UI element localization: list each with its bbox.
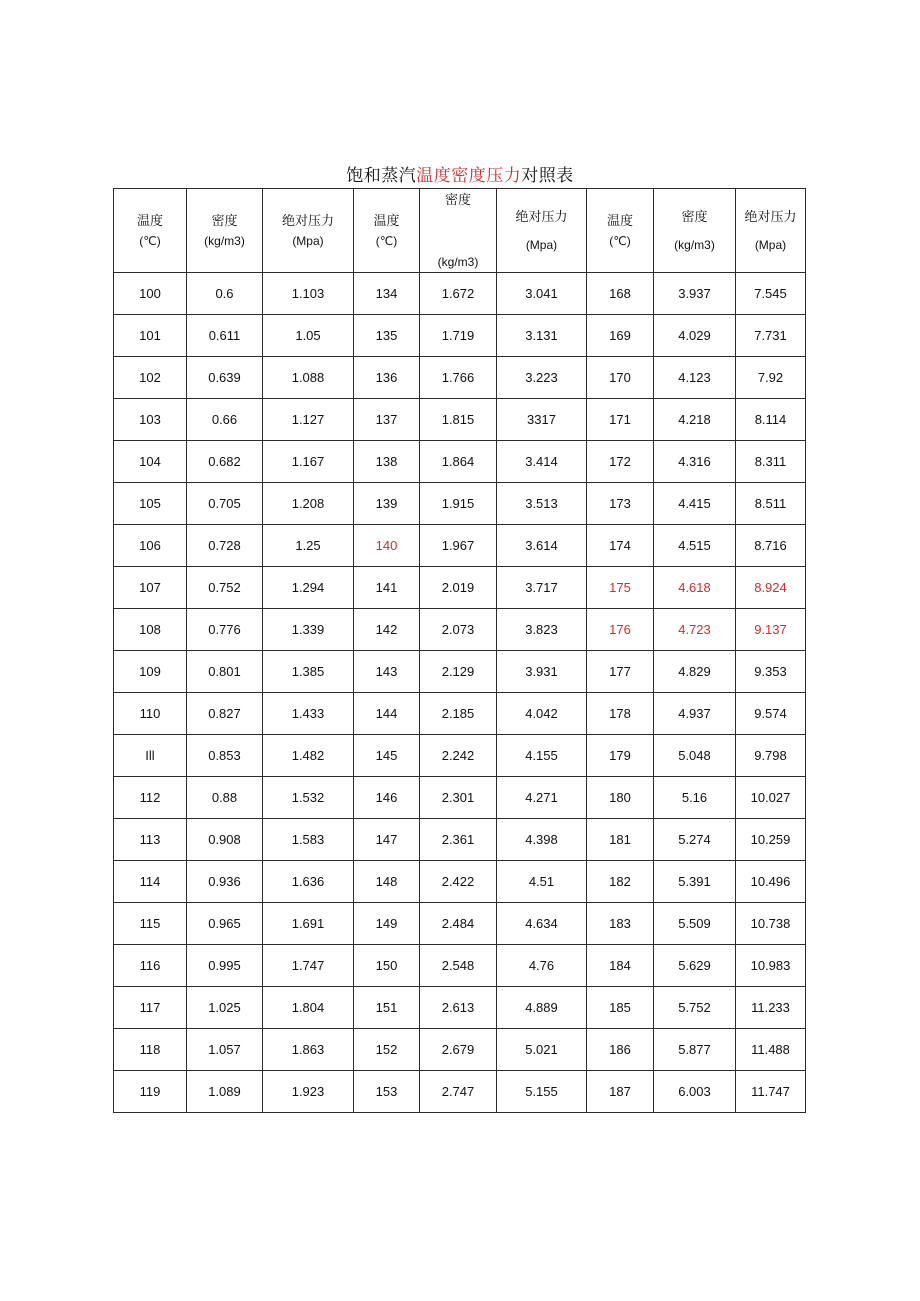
cell-pressure-3: 10.738 xyxy=(736,903,806,945)
cell-pressure-3: 11.233 xyxy=(736,987,806,1029)
cell-pressure-2: 3.131 xyxy=(497,315,587,357)
cell-pressure-3: 10.496 xyxy=(736,861,806,903)
cell-temp-1: 116 xyxy=(114,945,187,987)
table-row xyxy=(114,567,806,609)
cell-density-1: 0.776 xyxy=(187,609,263,651)
cell-pressure-1: 1.863 xyxy=(263,1029,354,1071)
cell-density-2: 1.915 xyxy=(420,483,497,525)
cell-pressure-1: 1.923 xyxy=(263,1071,354,1113)
cell-density-1: 0.853 xyxy=(187,735,263,777)
cell-density-3: 5.877 xyxy=(654,1029,736,1071)
cell-density-2: 2.679 xyxy=(420,1029,497,1071)
page-title xyxy=(0,164,920,188)
cell-density-1: 1.089 xyxy=(187,1071,263,1113)
header-density-3: 密度 (kg/m3) xyxy=(654,189,736,273)
cell-pressure-2: 3317 xyxy=(497,399,587,441)
cell-temp-1: 113 xyxy=(114,819,187,861)
cell-temp-2: 138 xyxy=(354,441,420,483)
cell-density-3: 5.391 xyxy=(654,861,736,903)
cell-temp-3: 168 xyxy=(587,273,654,315)
cell-temp-2: 140 xyxy=(354,525,420,567)
cell-temp-2: 146 xyxy=(354,777,420,819)
table-row xyxy=(114,483,806,525)
cell-pressure-3: 11.488 xyxy=(736,1029,806,1071)
cell-temp-2: 137 xyxy=(354,399,420,441)
cell-density-2: 2.019 xyxy=(420,567,497,609)
cell-density-1: 1.057 xyxy=(187,1029,263,1071)
cell-temp-3: 170 xyxy=(587,357,654,399)
cell-temp-3: 179 xyxy=(587,735,654,777)
cell-temp-3: 178 xyxy=(587,693,654,735)
cell-density-1: 0.995 xyxy=(187,945,263,987)
cell-density-1: 1.025 xyxy=(187,987,263,1029)
table-row xyxy=(114,273,806,315)
table-row xyxy=(114,441,806,483)
cell-pressure-2: 4.155 xyxy=(497,735,587,777)
cell-temp-3: 174 xyxy=(587,525,654,567)
cell-pressure-1: 1.127 xyxy=(263,399,354,441)
cell-temp-1: 108 xyxy=(114,609,187,651)
cell-density-2: 2.613 xyxy=(420,987,497,1029)
title-part-1: 饱和蒸汽 xyxy=(346,166,417,186)
cell-pressure-3: 7.92 xyxy=(736,357,806,399)
cell-pressure-1: 1.636 xyxy=(263,861,354,903)
cell-temp-3: 181 xyxy=(587,819,654,861)
cell-temp-1: Ill xyxy=(114,735,187,777)
cell-temp-2: 149 xyxy=(354,903,420,945)
cell-density-1: 0.827 xyxy=(187,693,263,735)
cell-pressure-2: 5.155 xyxy=(497,1071,587,1113)
cell-density-1: 0.88 xyxy=(187,777,263,819)
cell-density-1: 0.936 xyxy=(187,861,263,903)
cell-density-1: 0.682 xyxy=(187,441,263,483)
table-row xyxy=(114,651,806,693)
cell-pressure-3: 8.511 xyxy=(736,483,806,525)
cell-density-3: 5.509 xyxy=(654,903,736,945)
table-row xyxy=(114,903,806,945)
cell-pressure-1: 1.05 xyxy=(263,315,354,357)
cell-density-3: 5.048 xyxy=(654,735,736,777)
cell-density-3: 5.16 xyxy=(654,777,736,819)
cell-temp-1: 114 xyxy=(114,861,187,903)
cell-pressure-3: 9.353 xyxy=(736,651,806,693)
cell-temp-1: 104 xyxy=(114,441,187,483)
cell-pressure-2: 4.042 xyxy=(497,693,587,735)
cell-pressure-2: 4.76 xyxy=(497,945,587,987)
cell-pressure-3: 8.924 xyxy=(736,567,806,609)
cell-pressure-3: 9.137 xyxy=(736,609,806,651)
cell-temp-2: 152 xyxy=(354,1029,420,1071)
cell-density-2: 2.484 xyxy=(420,903,497,945)
cell-pressure-1: 1.532 xyxy=(263,777,354,819)
cell-pressure-1: 1.25 xyxy=(263,525,354,567)
cell-pressure-2: 3.223 xyxy=(497,357,587,399)
cell-temp-1: 101 xyxy=(114,315,187,357)
header-temp-2: 温度 (℃) xyxy=(354,189,420,273)
cell-pressure-2: 3.041 xyxy=(497,273,587,315)
cell-density-2: 2.073 xyxy=(420,609,497,651)
cell-temp-1: 112 xyxy=(114,777,187,819)
cell-temp-1: 110 xyxy=(114,693,187,735)
cell-density-1: 0.728 xyxy=(187,525,263,567)
cell-density-2: 2.548 xyxy=(420,945,497,987)
cell-pressure-3: 10.027 xyxy=(736,777,806,819)
cell-density-3: 6.003 xyxy=(654,1071,736,1113)
cell-temp-3: 171 xyxy=(587,399,654,441)
cell-temp-1: 106 xyxy=(114,525,187,567)
cell-temp-1: 109 xyxy=(114,651,187,693)
table-row xyxy=(114,945,806,987)
cell-temp-3: 186 xyxy=(587,1029,654,1071)
cell-pressure-1: 1.433 xyxy=(263,693,354,735)
cell-temp-1: 118 xyxy=(114,1029,187,1071)
cell-density-2: 2.361 xyxy=(420,819,497,861)
cell-pressure-3: 10.983 xyxy=(736,945,806,987)
cell-temp-2: 153 xyxy=(354,1071,420,1113)
cell-pressure-2: 3.513 xyxy=(497,483,587,525)
steam-table xyxy=(113,188,806,1113)
cell-density-3: 4.029 xyxy=(654,315,736,357)
cell-temp-3: 183 xyxy=(587,903,654,945)
cell-pressure-3: 10.259 xyxy=(736,819,806,861)
table-row xyxy=(114,357,806,399)
cell-temp-1: 103 xyxy=(114,399,187,441)
cell-pressure-1: 1.294 xyxy=(263,567,354,609)
cell-pressure-2: 3.717 xyxy=(497,567,587,609)
cell-density-2: 1.766 xyxy=(420,357,497,399)
cell-temp-2: 143 xyxy=(354,651,420,693)
cell-temp-2: 141 xyxy=(354,567,420,609)
cell-temp-1: 115 xyxy=(114,903,187,945)
table-row xyxy=(114,693,806,735)
cell-temp-1: 107 xyxy=(114,567,187,609)
table-row xyxy=(114,399,806,441)
header-density-1: 密度 (kg/m3) xyxy=(187,189,263,273)
cell-density-3: 4.515 xyxy=(654,525,736,567)
title-part-3: 对照表 xyxy=(521,166,574,186)
cell-pressure-3: 7.731 xyxy=(736,315,806,357)
cell-density-2: 1.719 xyxy=(420,315,497,357)
cell-pressure-2: 5.021 xyxy=(497,1029,587,1071)
header-density-2: 密度 (kg/m3) xyxy=(420,189,497,273)
cell-density-2: 2.747 xyxy=(420,1071,497,1113)
cell-pressure-1: 1.167 xyxy=(263,441,354,483)
cell-density-3: 4.829 xyxy=(654,651,736,693)
header-pressure-2: 绝对压力 (Mpa) xyxy=(497,189,587,273)
cell-density-1: 0.66 xyxy=(187,399,263,441)
title-part-2-highlight: 温度密度压力 xyxy=(416,166,522,186)
cell-temp-3: 169 xyxy=(587,315,654,357)
cell-temp-1: 119 xyxy=(114,1071,187,1113)
table-row xyxy=(114,819,806,861)
cell-temp-3: 173 xyxy=(587,483,654,525)
cell-density-2: 2.301 xyxy=(420,777,497,819)
cell-temp-2: 147 xyxy=(354,819,420,861)
cell-temp-2: 145 xyxy=(354,735,420,777)
cell-pressure-3: 8.311 xyxy=(736,441,806,483)
header-temp-3: 温度 (℃) xyxy=(587,189,654,273)
cell-pressure-3: 9.798 xyxy=(736,735,806,777)
table-row xyxy=(114,1029,806,1071)
cell-pressure-2: 3.931 xyxy=(497,651,587,693)
cell-temp-3: 177 xyxy=(587,651,654,693)
table-row xyxy=(114,735,806,777)
cell-pressure-2: 3.614 xyxy=(497,525,587,567)
cell-temp-3: 180 xyxy=(587,777,654,819)
table-row xyxy=(114,609,806,651)
cell-pressure-2: 4.634 xyxy=(497,903,587,945)
cell-pressure-1: 1.747 xyxy=(263,945,354,987)
cell-pressure-1: 1.385 xyxy=(263,651,354,693)
header-temp-1: 温度 (℃) xyxy=(114,189,187,273)
table-row xyxy=(114,1071,806,1113)
cell-density-2: 1.864 xyxy=(420,441,497,483)
cell-temp-3: 172 xyxy=(587,441,654,483)
cell-pressure-1: 1.088 xyxy=(263,357,354,399)
cell-density-1: 0.639 xyxy=(187,357,263,399)
cell-density-2: 2.242 xyxy=(420,735,497,777)
cell-pressure-1: 1.339 xyxy=(263,609,354,651)
cell-pressure-2: 4.51 xyxy=(497,861,587,903)
cell-density-2: 1.672 xyxy=(420,273,497,315)
cell-density-2: 2.185 xyxy=(420,693,497,735)
cell-density-1: 0.752 xyxy=(187,567,263,609)
cell-density-1: 0.965 xyxy=(187,903,263,945)
cell-density-3: 4.218 xyxy=(654,399,736,441)
cell-temp-3: 176 xyxy=(587,609,654,651)
cell-density-2: 2.422 xyxy=(420,861,497,903)
cell-density-1: 0.908 xyxy=(187,819,263,861)
cell-pressure-3: 9.574 xyxy=(736,693,806,735)
table-row xyxy=(114,315,806,357)
cell-temp-2: 134 xyxy=(354,273,420,315)
table-row xyxy=(114,987,806,1029)
cell-density-3: 3.937 xyxy=(654,273,736,315)
cell-temp-2: 136 xyxy=(354,357,420,399)
cell-density-3: 5.629 xyxy=(654,945,736,987)
cell-temp-3: 182 xyxy=(587,861,654,903)
cell-density-3: 4.316 xyxy=(654,441,736,483)
cell-temp-1: 102 xyxy=(114,357,187,399)
cell-density-2: 1.967 xyxy=(420,525,497,567)
cell-density-3: 4.723 xyxy=(654,609,736,651)
table-row xyxy=(114,777,806,819)
cell-temp-2: 148 xyxy=(354,861,420,903)
cell-density-3: 4.937 xyxy=(654,693,736,735)
cell-temp-1: 117 xyxy=(114,987,187,1029)
cell-density-1: 0.705 xyxy=(187,483,263,525)
cell-temp-1: 105 xyxy=(114,483,187,525)
cell-temp-2: 144 xyxy=(354,693,420,735)
header-pressure-1: 绝对压力 (Mpa) xyxy=(263,189,354,273)
table-header-row xyxy=(114,189,806,273)
cell-density-3: 5.274 xyxy=(654,819,736,861)
cell-pressure-2: 3.823 xyxy=(497,609,587,651)
cell-pressure-2: 4.398 xyxy=(497,819,587,861)
cell-density-2: 2.129 xyxy=(420,651,497,693)
cell-temp-3: 184 xyxy=(587,945,654,987)
cell-temp-3: 187 xyxy=(587,1071,654,1113)
cell-density-1: 0.611 xyxy=(187,315,263,357)
cell-temp-3: 175 xyxy=(587,567,654,609)
table-row xyxy=(114,861,806,903)
cell-temp-3: 185 xyxy=(587,987,654,1029)
cell-pressure-1: 1.804 xyxy=(263,987,354,1029)
cell-pressure-3: 11.747 xyxy=(736,1071,806,1113)
cell-pressure-3: 7.545 xyxy=(736,273,806,315)
cell-pressure-1: 1.583 xyxy=(263,819,354,861)
cell-density-2: 1.815 xyxy=(420,399,497,441)
cell-temp-2: 139 xyxy=(354,483,420,525)
cell-pressure-3: 8.716 xyxy=(736,525,806,567)
cell-pressure-1: 1.691 xyxy=(263,903,354,945)
cell-density-3: 4.415 xyxy=(654,483,736,525)
table-row xyxy=(114,525,806,567)
cell-density-3: 4.618 xyxy=(654,567,736,609)
cell-density-3: 4.123 xyxy=(654,357,736,399)
cell-density-3: 5.752 xyxy=(654,987,736,1029)
cell-temp-2: 150 xyxy=(354,945,420,987)
cell-density-1: 0.6 xyxy=(187,273,263,315)
cell-pressure-2: 4.889 xyxy=(497,987,587,1029)
cell-temp-2: 135 xyxy=(354,315,420,357)
cell-temp-2: 151 xyxy=(354,987,420,1029)
cell-pressure-3: 8.114 xyxy=(736,399,806,441)
cell-temp-2: 142 xyxy=(354,609,420,651)
cell-pressure-2: 3.414 xyxy=(497,441,587,483)
cell-pressure-1: 1.103 xyxy=(263,273,354,315)
cell-temp-1: 100 xyxy=(114,273,187,315)
cell-pressure-1: 1.208 xyxy=(263,483,354,525)
cell-pressure-1: 1.482 xyxy=(263,735,354,777)
header-pressure-3: 绝对压力 (Mpa) xyxy=(736,189,806,273)
cell-pressure-2: 4.271 xyxy=(497,777,587,819)
cell-density-1: 0.801 xyxy=(187,651,263,693)
